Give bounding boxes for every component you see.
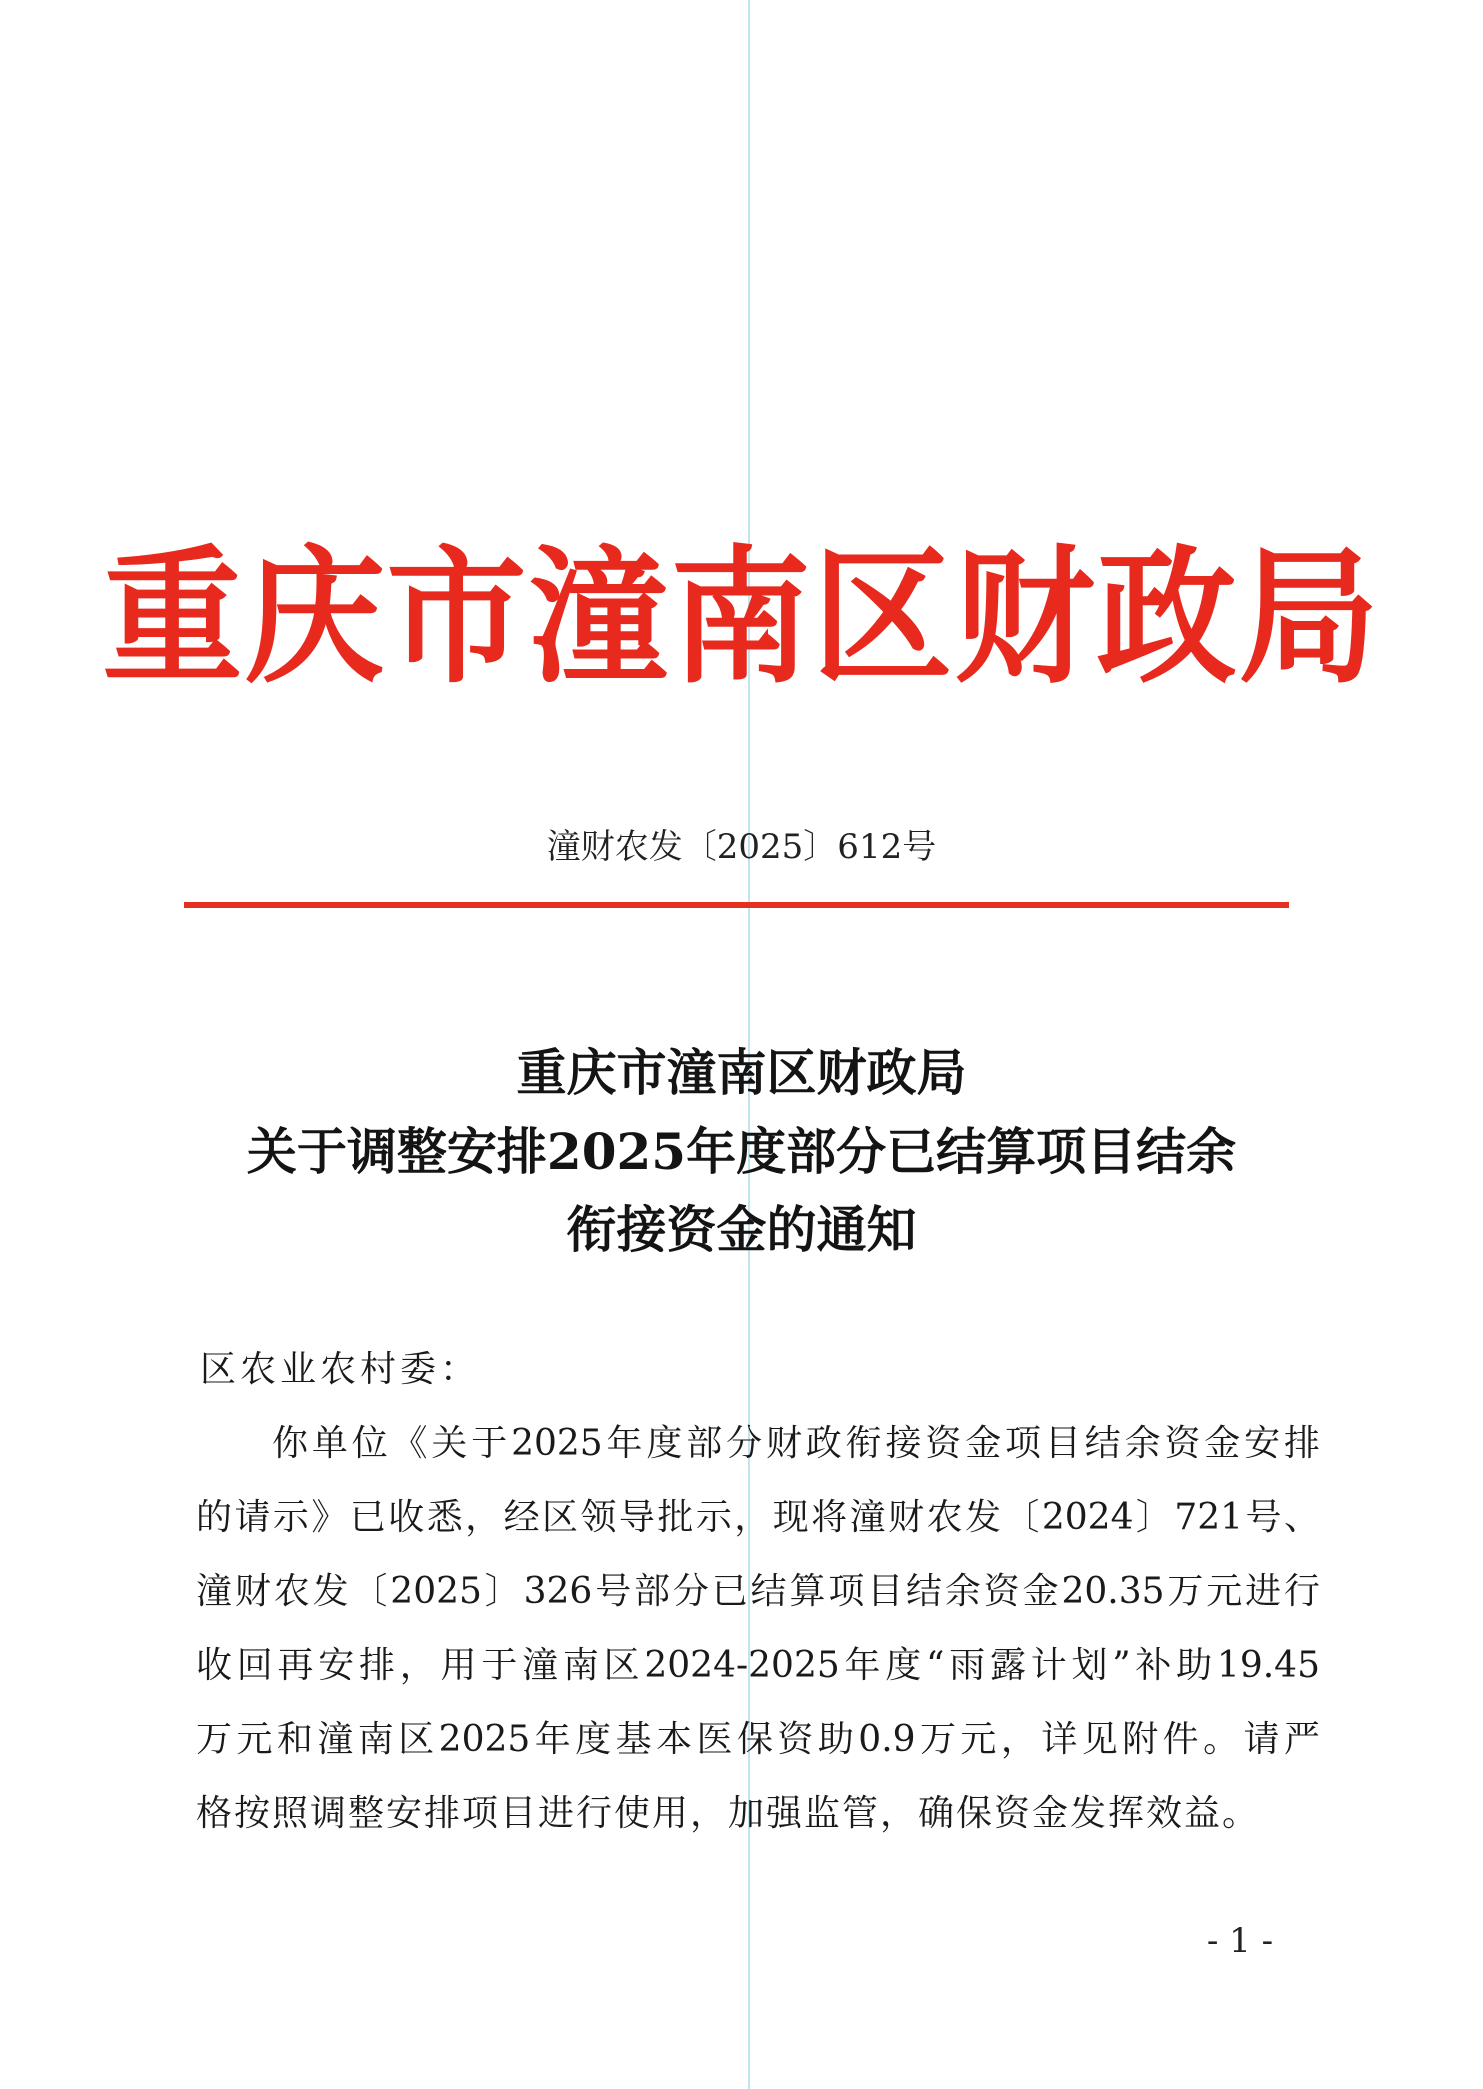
body-line: 潼财农发〔2025〕326号部分已结算项目结余资金20.35万元进行 (196, 1571, 1320, 1612)
body-line: 你单位《关于2025年度部分财政衔接资金项目结余资金安排 (272, 1423, 1320, 1464)
page-number: - 1 - (1206, 1921, 1274, 1961)
body-line: 收回再安排，用于潼南区2024-2025年度“雨露计划”补助19.45 (196, 1645, 1320, 1686)
title-line-3: 衔接资金的通知 (566, 1200, 917, 1259)
red-divider-rule (184, 902, 1289, 908)
header-organization: 重庆市潼南区财政局 (102, 531, 1381, 705)
body-line: 格按照调整安排项目进行使用，加强监管，确保资金发挥效益。 (196, 1793, 1261, 1834)
body-line: 万元和潼南区2025年度基本医保资助0.9万元，详见附件。请严 (196, 1719, 1320, 1760)
title-line-2: 关于调整安排2025年度部分已结算项目结余 (246, 1122, 1237, 1181)
title-line-1: 重庆市潼南区财政局 (516, 1043, 967, 1102)
addressee: 区农业农村委： (200, 1349, 481, 1390)
document-number: 潼财农发〔2025〕612号 (546, 827, 937, 867)
body-line: 的请示》已收悉，经区领导批示，现将潼财农发〔2024〕721号、 (196, 1497, 1320, 1538)
